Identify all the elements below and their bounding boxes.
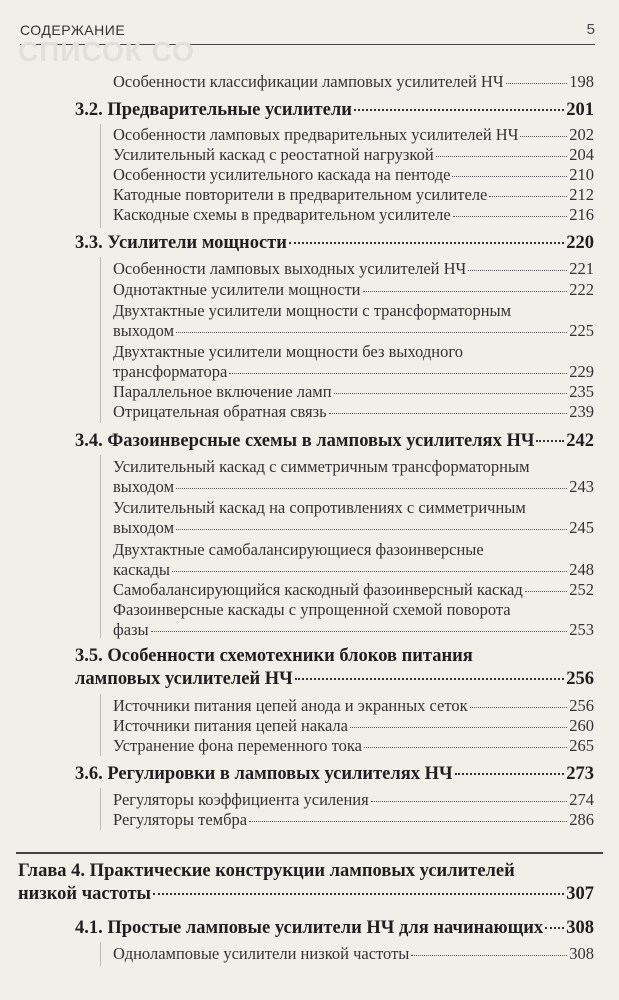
chapter-divider (16, 852, 603, 854)
toc-entry: каскады 248 (113, 560, 594, 579)
running-title: СОДЕРЖАНИЕ (20, 22, 126, 38)
toc-entry: Особенности классификации ламповых усилителей НЧ 198 (113, 72, 594, 91)
toc-section-3-5: ламповых усилителей НЧ 256 (75, 669, 594, 689)
toc-entry-line1: Двухтактные усилители мощности без выходного (113, 342, 463, 361)
toc-entry: Регуляторы коэффициента усиления 274 (113, 790, 594, 809)
toc-entry: трансформатора 229 (113, 362, 594, 381)
page-number: 5 (586, 21, 595, 38)
toc-entry-line1: Усилительный каскад с симметричным трансформаторным (113, 457, 530, 476)
toc-section-3-2: 3.2. Предварительные усилители 201 (75, 100, 594, 120)
toc-entry: Отрицательная обратная связь 239 (113, 402, 594, 421)
toc-entry: Устранение фона переменного тока 265 (113, 736, 594, 755)
section-bar (100, 942, 101, 966)
section-bar (100, 257, 101, 423)
toc-entry: Источники питания цепей анода и экранных сеток 256 (113, 696, 594, 715)
toc-entry: фазы 253 (113, 620, 594, 639)
toc-entry: Параллельное включение ламп 235 (113, 382, 594, 401)
toc-entry: Усилительный каскад с реостатной нагрузкой 204 (113, 145, 594, 164)
toc-entry: Особенности ламповых выходных усилителей НЧ 221 (113, 259, 594, 278)
toc-entry: Источники питания цепей накала 260 (113, 716, 594, 735)
bleed-through-text: СПИСОК СО (18, 36, 195, 67)
toc-section-3-4: 3.4. Фазоинверсные схемы в ламповых усилителях НЧ 242 (75, 431, 594, 451)
toc-entry: Особенности ламповых предварительных усилителей НЧ 202 (113, 125, 594, 144)
toc-section-3-3: 3.3. Усилители мощности 220 (75, 233, 594, 253)
toc-entry: Самобалансирующийся каскодный фазоинверсный каскад 252 (113, 580, 594, 599)
section-bar (100, 124, 101, 228)
toc-entry-line1: Усилительный каскад на сопротивлениях с симметричным (113, 498, 526, 517)
toc-entry: выходом 245 (113, 518, 594, 537)
toc-entry: Каскодные схемы в предварительном усилителе 216 (113, 205, 594, 224)
section-bar (100, 694, 101, 756)
toc-entry-line1: Фазоинверсные каскады с упрощенной схемой поворота (113, 600, 511, 619)
toc-section-3-6: 3.6. Регулировки в ламповых усилителях НЧ 273 (75, 764, 594, 784)
toc-entry-line1: Двухтактные самобалансирующиеся фазоинверсные (113, 540, 484, 559)
toc-entry: Регуляторы тембра 286 (113, 810, 594, 829)
toc-entry-line1: Двухтактные усилители мощности с трансформаторным (113, 301, 512, 320)
section-bar (100, 788, 101, 830)
section-bar (100, 455, 101, 638)
toc-entry: Однотактные усилители мощности 222 (113, 280, 594, 299)
toc-entry: Катодные повторители в предварительном усилителе 212 (113, 185, 594, 204)
toc-section-3-5-line1: 3.5. Особенности схемотехники блоков питания (75, 646, 473, 666)
toc-entry: Одноламповые усилители низкой частоты 308 (113, 944, 594, 963)
toc-section-4-1: 4.1. Простые ламповые усилители НЧ для начинающих 308 (75, 918, 594, 938)
toc-chapter-4: низкой частоты 307 (18, 884, 594, 904)
toc-entry: выходом 225 (113, 321, 594, 340)
toc-entry: выходом 243 (113, 477, 594, 496)
toc-chapter-4-line1: Глава 4. Практические конструкции ламповых усилителей (18, 861, 515, 881)
toc-entry: Особенности усилительного каскада на пентоде 210 (113, 165, 594, 184)
